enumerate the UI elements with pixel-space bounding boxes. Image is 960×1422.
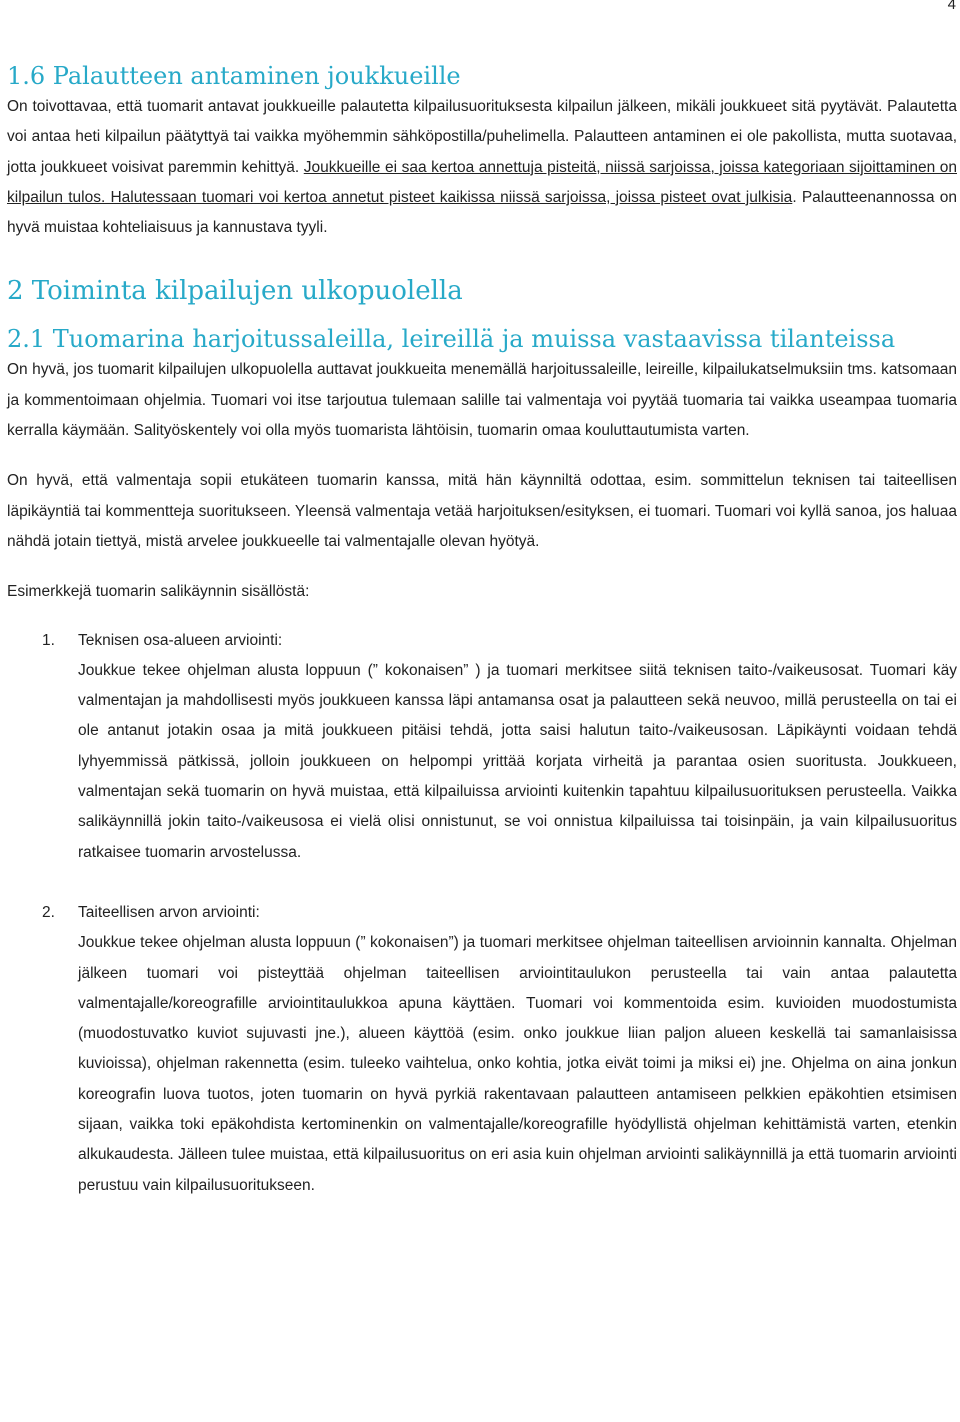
section-1-6-paragraph (7, 92, 957, 243)
list-item-title: Teknisen osa-alueen arviointi: (78, 631, 283, 649)
section-2-1-paragraph-2: On hyvä, että valmentaja sopii etukäteen tuomarin kanssa, mitä hän käynniltä odottaa, esim. sommittelun teknisen tai taiteellisen läpikäyntiä tai kommentteja suoritukseen. Yleensä valmentaja vetää harjoituksen/esityksen, ei tuomari. Tuomari voi kyllä sanoa, jos haluaa nähdä jotain tiettyä, mistä arvelee joukkueelle tai valmentajalle olevan hyötyä. (7, 472, 957, 550)
list-item-body: Joukkue tekee ohjelman alusta loppuun (” kokonaisen” ) ja tuomari merkitsee siitä teknisen taito-/vaikeusosat. Tuomari käy valmentajan ja mahdollisesti myös joukkueen kanssa läpi antamansa osat ja palautteen sekä neuvoo, millä perusteella on tai ei ole antanut jotakin osaa ja mitä joukkueen pitäisi tehdä, jotta saisi halutun taito-/vaikeusosan. Läpikäynti voidaan tehdä lyhyemmissä pätkissä, jolloin joukkueen on helpompi yrittää korjata virheitä ja parantaa osien suoritusta. Joukkueen, valmentajan sekä tuomarin on hyvä muistaa, että kilpailuissa arviointi kuitenkin tapahtuu kilpailusuorituksen perusteella. Vaikka salikäynnillä jokin taito-/vaikeusosa ei vielä olisi onnistunut, se voi onnistua kilpailuissa tai toisinpäin, ja vain kilpailusuoritus ratkaisee tuomarin arvostelussa. (78, 661, 957, 861)
paragraph-text-end: . Palautteenannossa on hyvä muistaa kohteliaisuus ja kannustava tyyli. (7, 188, 957, 237)
list-item-number: 1. (42, 631, 55, 649)
section-2-1-heading: 2.1 Tuomarina harjoitussaleilla, leireillä ja muissa vastaavissa tilanteissa (7, 325, 896, 354)
section-2-heading: 2 Toiminta kilpailujen ulkopuolella (7, 276, 463, 307)
underlined-rule-text: Joukkueille ei saa kertoa annettuja pisteitä, niissä sarjoissa, joissa kategoriaan sijoittaminen on kilpailun tulos. Halutessaan tuomari voi kertoa annetut pisteet kaikissa niissä sarjoissa, joissa pisteet ovat julkisia (7, 158, 957, 206)
list-item-number: 2. (42, 903, 55, 921)
list-item-body: Joukkue tekee ohjelman alusta loppuun (” kokonaisen”) ja tuomari merkitsee ohjelman taiteellisen arvioinnin kannalta. Ohjelman jälkeen tuomari voi pisteyttää ohjelman taiteellisen arviointitaulukon perusteella tai vain antaa palautetta valmentajalle/koreografille arviointitaulukkoa apuna käyttäen. Tuomari voi kommentoida esim. kuvioiden muodostumista (muodostuvatko kuviot sujuvasti jne.), alueen käyttöä (esim. onko joukkue liian paljon alueen keskellä tai samanlaisissa kuvioissa), ohjelman rakennetta (esim. tuleeko vaihtelua, onko kohtia, jotka eivät toimi ja miksi ei) jne. Ohjelma on aina jonkun koreografin luova tuotos, joten tuomarin on hyvä pyrkiä rakentavaan palautteen antamiseen pelkkien epäkohtien etsimisen sijaan, vaikka toki epäkohdista kertominenkin on valmentajalle/koreografille hyödyllistä ohjelman kehittämistä varten, etenkin alkukaudesta. Jälleen tulee muistaa, että kilpailusuoritus on eri asia kuin ohjelman arviointi salikäynnillä ja että tuomarin arviointi perustuu vain kilpailusuoritukseen. (78, 934, 957, 1194)
examples-list (7, 626, 957, 1201)
section-2-1-paragraph-1: On hyvä, jos tuomarit kilpailujen ulkopuolella auttavat joukkueita menemällä harjoitussaleille, leireille, kilpailukatselmuksiin tms. katsomaan ja kommentoimaan ohjelmia. Tuomari voi itse tarjoutua tulemaan salille tai valmentaja voi pyytää tuomaria tai vaikka useampaa tuomaria kerralla käymään. Salityöskentely voi olla myös tuomarista lähtöisin, tuomarin omaa kouluttautumista varten. (7, 361, 957, 440)
document-body (7, 60, 957, 1201)
section-1-6-heading: 1.6 Palautteen antaminen joukkueille (7, 62, 461, 90)
examples-intro: Esimerkkejä tuomarin salikäynnin sisällöstä: (7, 583, 310, 601)
list-item-title: Taiteellisen arvon arviointi: (78, 903, 260, 921)
paragraph-text: On toivottavaa, että tuomarit antavat joukkueille palautetta kilpailusuorituksesta kilpailun jälkeen, mikäli joukkueet sitä pyytävät. Palautetta voi antaa heti kilpailun päätyttyä tai vaikka myöhemmin sähköpostilla/puhelimella. Palautteen antaminen ei ole pakollista, mutta suotavaa, jotta joukkueet voisivat paremmin kehittyä. (7, 98, 957, 176)
page-number: 4 (947, 0, 956, 13)
list-item (7, 898, 957, 1201)
list-item (7, 626, 957, 868)
